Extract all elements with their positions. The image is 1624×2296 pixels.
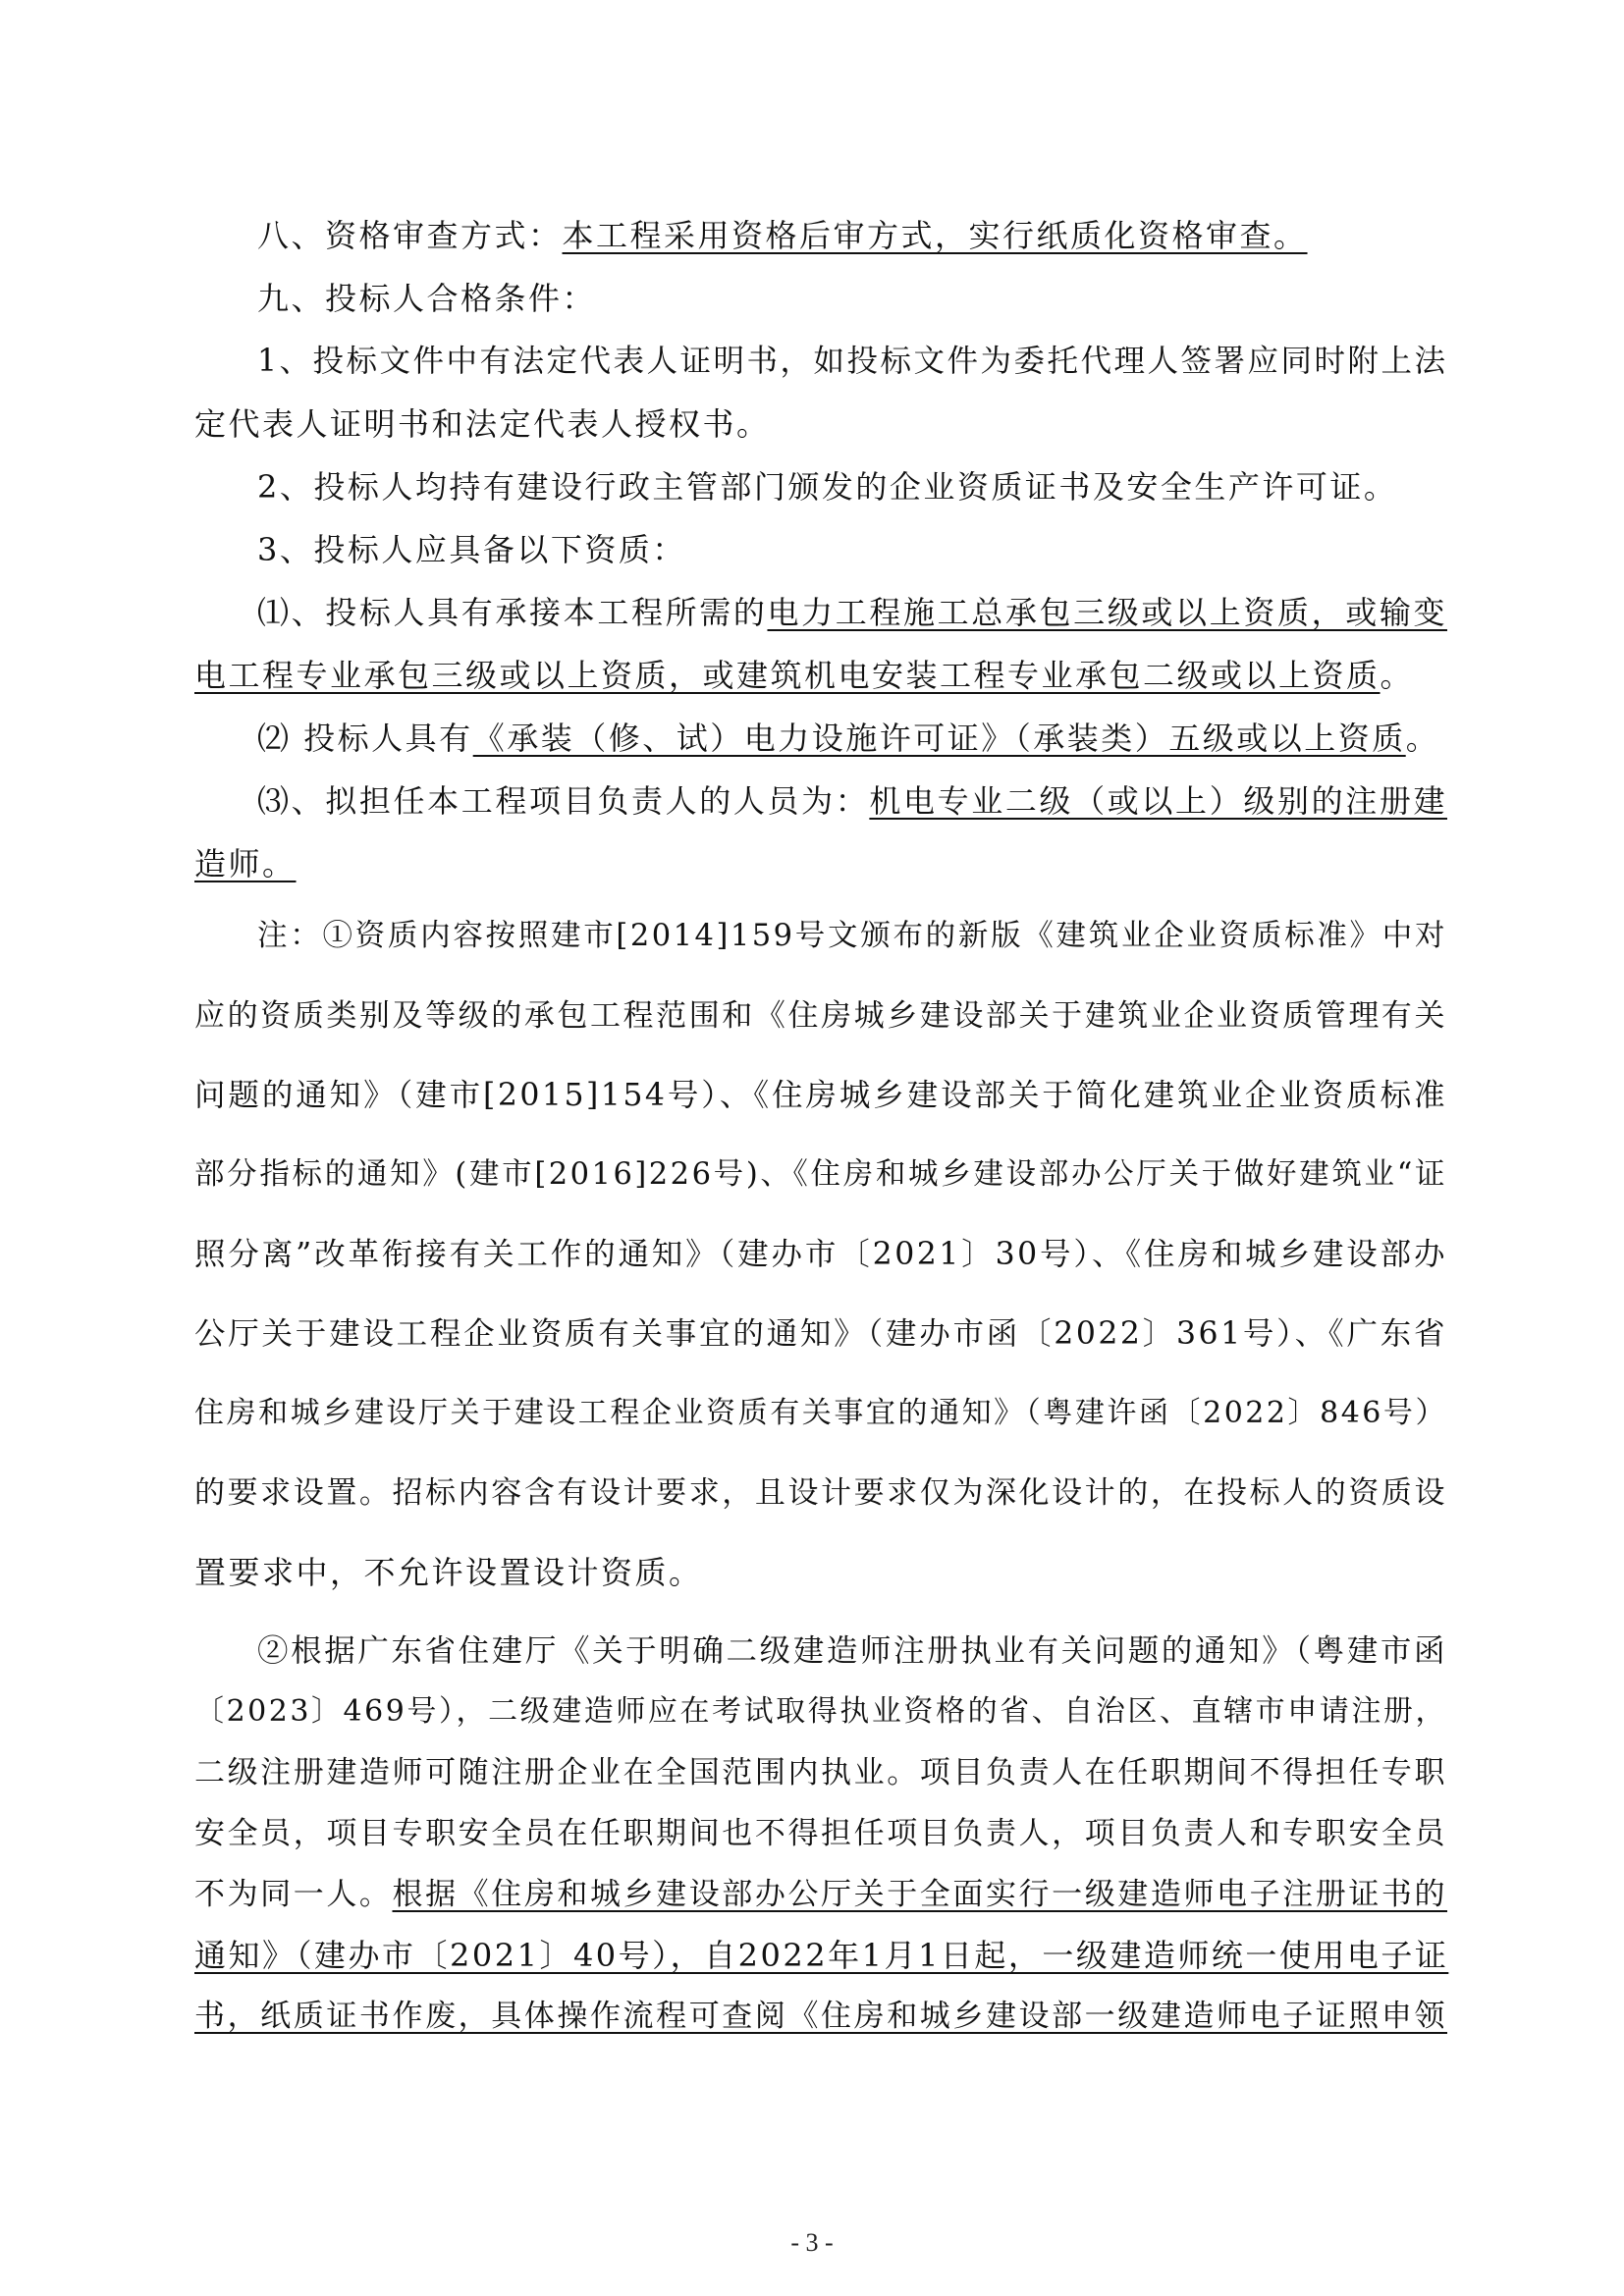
- note1-line: 住房和城乡建设厅关于建设工程企业资质有关事宜的通知》（粤建许函〔2022〕846号）: [194, 1396, 1447, 1430]
- note1-line: 置要求中，不允许设置设计资质。: [194, 1554, 703, 1591]
- sec9-item2: 2、投标人均持有建设行政主管部门颁发的企业资质证书及安全生产许可证。: [257, 468, 1398, 506]
- note2-line5: [194, 1873, 1447, 1916]
- sec9-heading: 九、投标人合格条件：: [257, 280, 597, 317]
- note1-line: 问题的通知》（建市[2015]154号）、《住房城乡建设部关于简化建筑业企业资质标准: [194, 1078, 1447, 1113]
- qual3-line2: [194, 842, 1447, 885]
- qual1-prefix: ⑴、投标人具有承接本工程所需的: [257, 594, 768, 631]
- note1-line: 照分离”改革衔接有关工作的通知》（建办市〔2021〕30号）、《住房和城乡建设部办: [194, 1237, 1447, 1272]
- note1-line: 部分指标的通知》(建市[2016]226号)、《住房和城乡建设部办公厅关于做好建筑业“证: [194, 1157, 1447, 1192]
- qual2-end: 。: [1405, 720, 1440, 757]
- sec8-value: 本工程采用资格后审方式，实行纸质化资格审查。: [562, 217, 1308, 254]
- sec9-item1-line2: 定代表人证明书和法定代表人授权书。: [194, 405, 771, 443]
- note1-line: 注：①资质内容按照建市[2014]159号文颁布的新版《建筑业企业资质标准》中对: [257, 919, 1447, 953]
- note2-underlined-text: 通知》（建办市〔2021〕40号），自2022年1月1日起，一级建造师统一使用电子证: [194, 1937, 1449, 1974]
- sec8-label: 八、资格审查方式：: [257, 217, 563, 254]
- sec9-item1-line1: 1、投标文件中有法定代表人证明书，如投标文件为委托代理人签署应同时附上法: [257, 344, 1448, 379]
- note1-line: 的要求设置。招标内容含有设计要求，且设计要求仅为深化设计的，在投标人的资质设: [194, 1475, 1447, 1511]
- note2-line: 安全员，项目专职安全员在任职期间也不得担任项目负责人，项目负责人和专职安全员: [194, 1816, 1447, 1851]
- qual1-requirement-part2: 电工程专业承包三级或以上资质，或建筑机电安装工程专业承包二级或以上资质: [194, 657, 1380, 694]
- qual2-prefix: ⑵ 投标人具有: [257, 720, 473, 757]
- qual1-end: 。: [1380, 657, 1415, 694]
- note2-underlined-line: [194, 1934, 1447, 1977]
- qual3-requirement-part1: 机电专业二级（或以上）级别的注册建: [869, 782, 1447, 820]
- note2-line: 二级注册建造师可随注册企业在全国范围内执业。项目负责人在任职期间不得担任专职: [194, 1755, 1447, 1790]
- qual1-line1: [257, 591, 1447, 634]
- qual3-requirement-part2: 造师。: [194, 845, 297, 882]
- note2-line: ②根据广东省住建厅《关于明确二级建造师注册执业有关问题的通知》（粤建市函: [257, 1633, 1447, 1669]
- qual2-requirement: 《承装（修、试）电力设施许可证》（承装类）五级或以上资质: [472, 720, 1406, 757]
- qual1-line2: [194, 654, 1447, 697]
- note1-line: 公厅关于建设工程企业资质有关事宜的通知》（建办市函〔2022〕361号）、《广东省: [194, 1316, 1447, 1352]
- qual2-line: [257, 717, 1447, 760]
- note2-line5-underlined: 根据《住房和城乡建设部办公厅关于全面实行一级建造师电子注册证书的: [392, 1877, 1448, 1912]
- sec8-line: [257, 214, 1447, 257]
- note2-underlined-line: [194, 1995, 1447, 2038]
- note2-line: 〔2023〕469号），二级建造师应在考试取得执业资格的省、自治区、直辖市申请注册，: [194, 1694, 1447, 1729]
- note2-line5-plain: 不为同一人。: [194, 1877, 393, 1912]
- qual1-requirement-part1: 电力工程施工总承包三级或以上资质，或输变: [767, 594, 1447, 631]
- note2-underlined-text: 书，纸质证书作废，具体操作流程可查阅《住房和城乡建设部一级建造师电子证照申领: [194, 1999, 1447, 2034]
- note1-line: 应的资质类别及等级的承包工程范围和《住房城乡建设部关于建筑业企业资质管理有关: [194, 998, 1447, 1034]
- qual3-prefix: ⑶、拟担任本工程项目负责人的人员为：: [257, 782, 870, 820]
- sec9-item3: 3、投标人应具备以下资质：: [257, 531, 686, 568]
- qual3-line1: [257, 779, 1447, 823]
- page-number: - 3 -: [790, 2228, 834, 2257]
